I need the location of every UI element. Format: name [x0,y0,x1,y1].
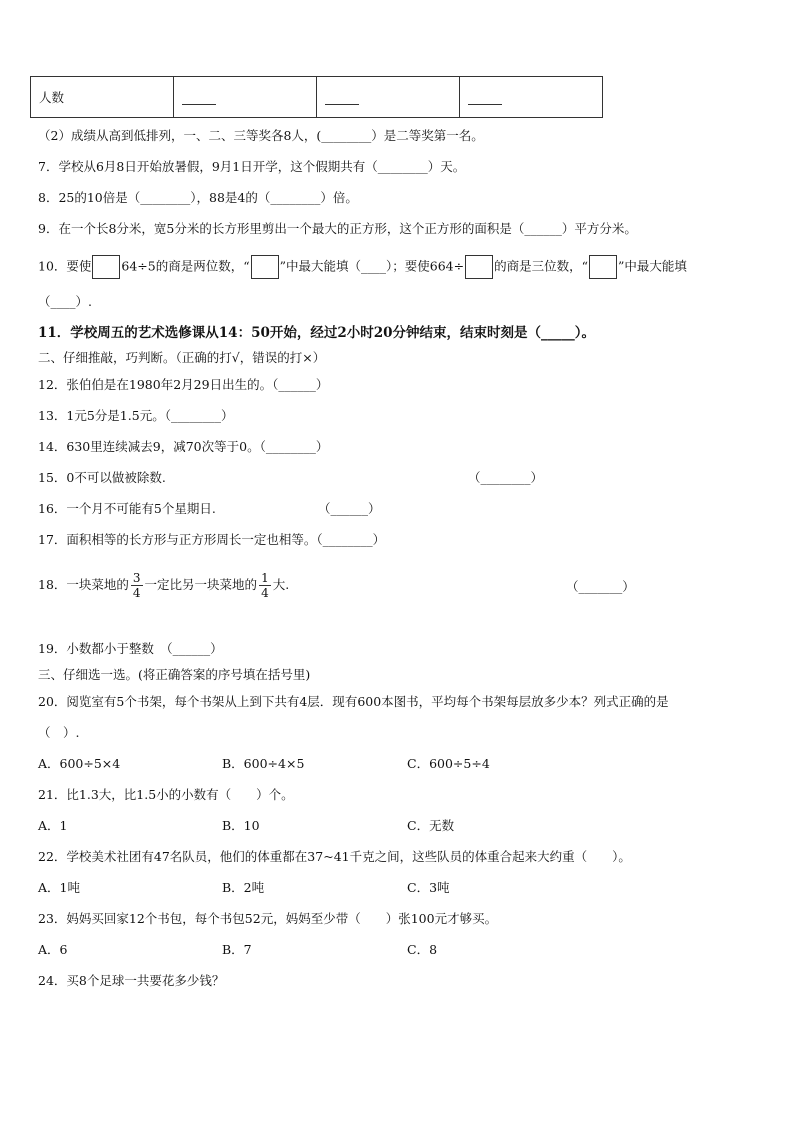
q21-option-b[interactable]: B．10 [222,818,260,833]
question-10 [38,255,687,279]
q21-option-c[interactable]: C．无数 [407,818,455,833]
question-sub2: （2）成绩从高到低排列，一、二、三等奖各8人，(________）是二等奖第一名。 [38,128,484,143]
answer-box[interactable] [251,255,279,279]
question-20: 20．阅览室有5个书架，每个书架从上到下共有4层．现有600本图书，平均每个书架每层放多少本？列式正确的是 [38,694,669,709]
q10-text: 的商是三位数，“ [494,258,589,274]
question-18 [38,570,289,600]
question-21: 21．比1.3大，比1.5小的小数有（ ）个。 [38,787,294,802]
table-label-cell: 人数 [31,77,174,118]
fraction-numerator: 1 [261,571,269,585]
q10-text: ”中最大能填（____）；要使664÷ [279,258,465,274]
question-13: 13．1元5分是1.5元。（________） [38,408,234,423]
question-19: 19．小数都小于整数 （______） [38,641,223,656]
table-blank-cell [317,77,460,118]
q22-option-b[interactable]: B．2吨 [222,880,265,895]
question-24: 24．买8个足球一共要花多少钱？ [38,973,225,988]
q10-text: ”中最大能填 [618,258,687,274]
fraction [259,571,271,600]
q21-option-a[interactable]: A．1 [38,818,68,833]
question-20-cont: （ ）. [38,725,80,740]
section-2-heading: 二、仔细推敲，巧判断。（正确的打√，错误的打×） [38,350,326,365]
q16-answer-blank: （______） [318,501,381,516]
fraction-numerator: 3 [132,571,141,585]
q22-option-c[interactable]: C．3吨 [407,880,450,895]
question-7: 7．学校从6月8日开始放暑假，9月1日开学，这个假期共有（________）天。 [38,159,466,174]
answer-box[interactable] [589,255,617,279]
question-23: 23．妈妈买回家12个书包，每个书包52元，妈妈至少带（ ）张100元才够买。 [38,911,498,926]
q20-option-b[interactable]: B．600÷4×5 [222,756,305,771]
score-table [30,76,603,118]
q22-option-a[interactable]: A．1吨 [38,880,80,895]
q10-text: 64÷5的商是两位数，“ [121,258,250,274]
question-14: 14．630里连续减去9，减70次等于0。（________） [38,439,329,454]
q18-answer-blank: （_______） [566,579,635,594]
question-12: 12．张伯伯是在1980年2月29日出生的。（______） [38,377,329,392]
q18-text: 一定比另一块菜地的 [144,577,258,592]
question-16: 16．一个月不可能有5个星期日. [38,501,216,516]
table-blank-cell [460,77,603,118]
q23-option-a[interactable]: A．6 [38,942,68,957]
fraction-denominator: 4 [261,586,269,600]
q23-option-c[interactable]: C．8 [407,942,438,957]
section-3-heading: 三、仔细选一选。(将正确答案的序号填在括号里) [38,667,311,682]
q20-option-a[interactable]: A．600÷5×4 [38,756,121,771]
table-blank-cell [174,77,317,118]
q15-answer-blank: （________） [468,470,544,485]
q23-option-b[interactable]: B．7 [222,942,252,957]
q18-text: 18．一块菜地的 [38,577,129,592]
answer-box[interactable] [465,255,493,279]
question-11: 11．学校周五的艺术选修课从14：50开始，经过2小时20分钟结束，结束时刻是（_____）。 [38,325,596,341]
q18-text: 大. [272,577,290,592]
question-10-cont: （____）. [38,294,92,309]
q10-text: 10．要使 [38,258,92,274]
question-22: 22．学校美术社团有47名队员，他们的体重都在37~41千克之间，这些队员的体重合起来大约重（ ）。 [38,849,631,864]
answer-box[interactable] [92,255,120,279]
fraction-denominator: 4 [132,586,141,600]
q20-option-c[interactable]: C．600÷5÷4 [407,756,490,771]
question-15: 15．0不可以做被除数. [38,470,166,485]
question-9: 9．在一个长8分米，宽5分米的长方形里剪出一个最大的正方形，这个正方形的面积是（______）平方分米。 [38,221,637,236]
question-17: 17．面积相等的长方形与正方形周长一定也相等。（________） [38,532,386,547]
table-row [31,77,603,118]
fraction [131,571,143,600]
question-8: 8．25的10倍是（________），88是4的（________）倍。 [38,190,358,205]
